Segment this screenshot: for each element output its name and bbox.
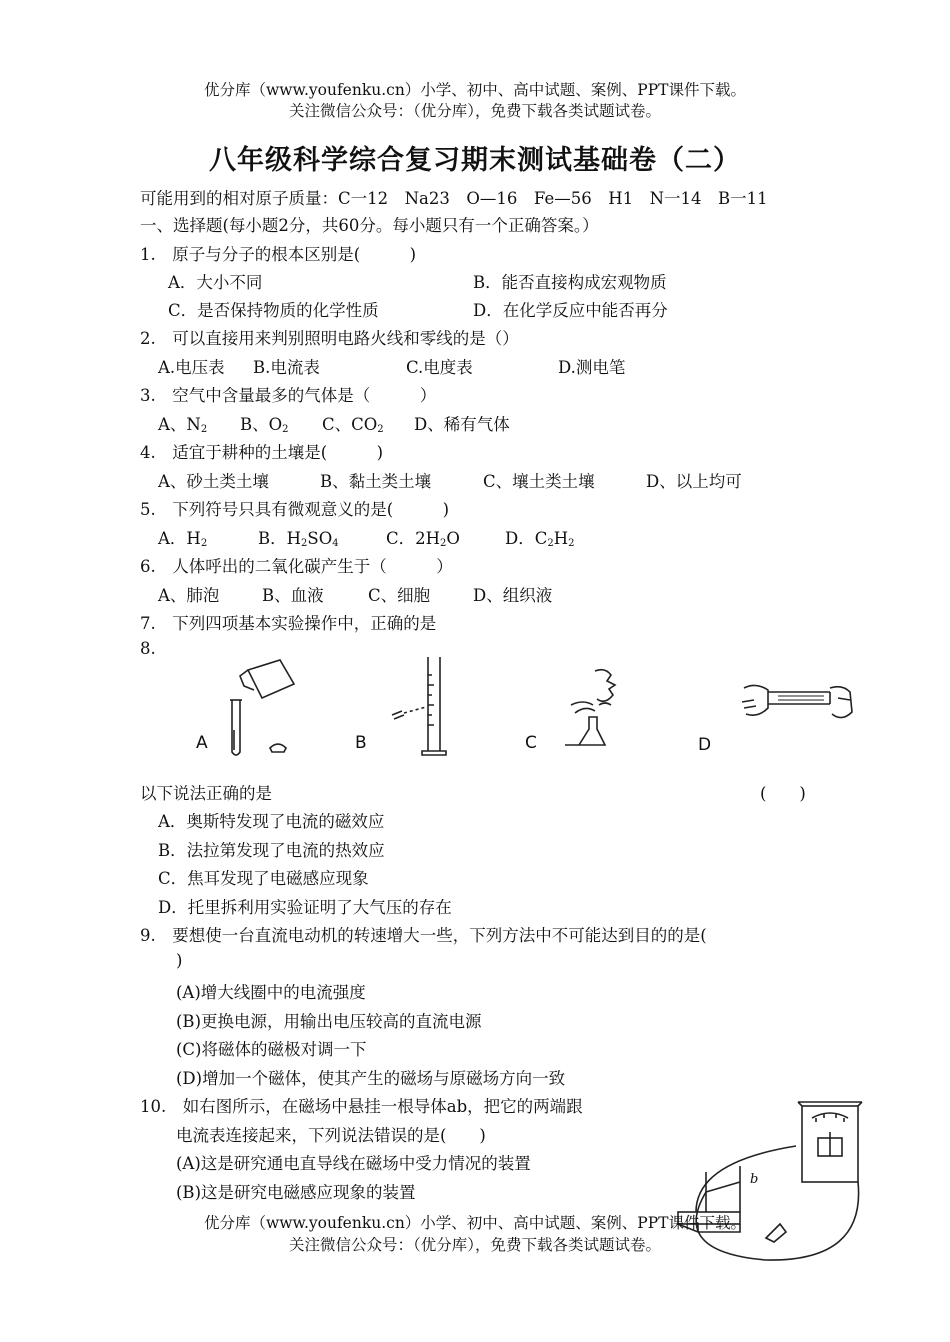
q1-option-c: C．是否保持物质的化学性质	[168, 301, 379, 320]
figure-a-pouring	[220, 660, 310, 760]
q2-option-a: A.电压表	[158, 358, 225, 377]
q6-option-d: D、组织液	[473, 586, 553, 605]
figure-label-b: B	[355, 733, 367, 753]
q6-stem: 6. 人体呼出的二氧化碳产生于（ ）	[140, 557, 453, 576]
q5-option-a: A．$H_2$	[158, 529, 208, 549]
q5-option-c: C．$2H_2O$	[386, 529, 460, 549]
q9-stem-cont: )	[176, 951, 183, 970]
q3-option-a: A、$N_2$	[158, 415, 208, 435]
figure-label-a: A	[196, 733, 208, 753]
q9-option-b: (B)更换电源，用输出电压较高的直流电源	[176, 1012, 482, 1031]
q9-option-d: (D)增加一个磁体，使其产生的磁场与原磁场方向一致	[176, 1069, 566, 1088]
figure-label-d: D	[698, 735, 712, 755]
figure-label-c: C	[525, 733, 537, 753]
figure-b-cylinder	[388, 655, 458, 760]
q8-answer-blank: ( )	[760, 784, 806, 803]
q6-option-c: C、细胞	[368, 586, 431, 605]
q8-option-c: C．焦耳发现了电磁感应现象	[158, 869, 369, 888]
q8-option-b: B．法拉第发现了电流的热效应	[158, 841, 385, 860]
q2-option-b: B.电流表	[253, 358, 320, 377]
q10-option-a: (A)这是研究通电直导线在磁场中受力情况的装置	[176, 1154, 531, 1173]
header-line-2: 关注微信公众号：（优分库），免费下载各类试题试卷。	[288, 102, 661, 120]
q1-option-a: A．大小不同	[168, 273, 263, 292]
q1-option-b: B．能否直接构成宏观物质	[473, 273, 667, 292]
q3-option-d: D、稀有气体	[414, 415, 510, 434]
q4-option-d: D、以上均可	[646, 472, 742, 491]
q3-stem: 3. 空气中含量最多的气体是（ ）	[140, 386, 437, 405]
q6-option-b: B、血液	[262, 586, 324, 605]
q3-option-c: C、$CO_2$	[322, 415, 384, 435]
q2-option-c: C.电度表	[406, 358, 473, 377]
footer-line-1: 优分库（www.youfenku.cn）小学、初中、高中试题、案例、PPT课件下载。	[203, 1214, 747, 1232]
figure-q10-label-b: b	[750, 1172, 759, 1187]
q4-option-b: B、黏土类土壤	[320, 472, 432, 491]
q8-option-d: D．托里拆利用实验证明了大气压的存在	[158, 898, 452, 917]
q8-option-a: A．奥斯特发现了电流的磁效应	[158, 812, 385, 831]
q10-stem: 10. 如右图所示，在磁场中悬挂一根导体ab，把它的两端跟	[140, 1097, 583, 1116]
page-title: 八年级科学综合复习期末测试基础卷（二）	[209, 145, 741, 176]
q5-option-b: B．$H_2SO_4$	[258, 529, 339, 549]
q9-option-a: (A)增大线圈中的电流强度	[176, 983, 366, 1002]
q3-option-b: B、$O_2$	[240, 415, 289, 435]
q4-option-c: C、壤土类土壤	[483, 472, 595, 491]
q5-stem: 5. 下列符号只具有微观意义的是( )	[140, 500, 450, 519]
q10-option-b: (B)这是研究电磁感应现象的装置	[176, 1183, 416, 1202]
q5-option-d: D．$C_2H_2$	[505, 529, 575, 549]
q6-option-a: A、肺泡	[158, 586, 220, 605]
q1-option-d: D．在化学反应中能否再分	[473, 301, 668, 320]
q1-stem: 1. 原子与分子的根本区别是( )	[140, 245, 417, 264]
q9-option-c: (C)将磁体的磁极对调一下	[176, 1040, 367, 1059]
q9-stem: 9. 要想使一台直流电动机的转速增大一些，下列方法中不可能达到目的的是(	[140, 926, 707, 945]
footer-line-2: 关注微信公众号：（优分库），免费下载各类试题试卷。	[288, 1236, 661, 1254]
header-line-1: 优分库（www.youfenku.cn）小学、初中、高中试题、案例、PPT课件下载。	[203, 81, 747, 99]
q8-stem: 以下说法正确的是	[140, 784, 272, 803]
q2-option-d: D.测电笔	[558, 358, 626, 377]
section-heading: 一、选择题(每小题2分，共60分。每小题只有一个正确答案。）	[140, 216, 599, 235]
q2-stem: 2. 可以直接用来判别照明电路火线和零线的是（）	[140, 329, 519, 348]
q4-option-a: A、砂土类土壤	[158, 472, 269, 491]
figure-c-smelling	[555, 665, 635, 760]
q8-number: 8.	[140, 639, 156, 658]
q7-stem: 7. 下列四项基本实验操作中，正确的是	[140, 614, 437, 633]
atomic-mass-line: 可能用到的相对原子质量：C一12 Na23 O—16 Fe—56 H1 N一14 B一11	[140, 189, 768, 208]
figure-d-tube-hands	[738, 678, 858, 738]
q4-stem: 4. 适宜于耕种的土壤是( )	[140, 443, 384, 462]
q10-stem-cont: 电流表连接起来，下列说法错误的是( )	[176, 1126, 486, 1145]
